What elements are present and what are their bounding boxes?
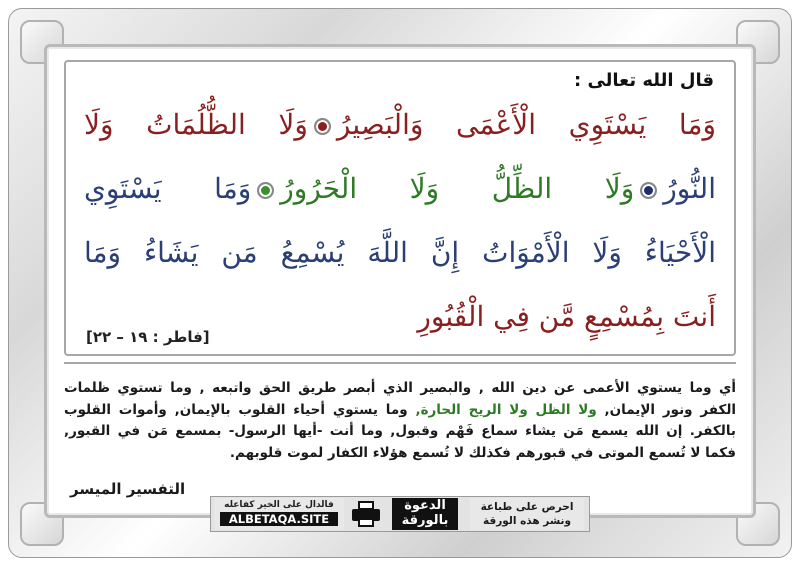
site-name[interactable]: ALBETAQA.SITE <box>220 512 338 526</box>
verse-segment: وَلَا الظِّلُّ وَلَا الْحَرُورُ <box>280 172 635 205</box>
printer-icon <box>350 500 382 528</box>
verse-intro: قال الله تعالى : <box>573 70 714 91</box>
verse-reference: [فاطر : ١٩ – ٢٢] <box>86 328 210 346</box>
site-caption: فالدال على الخير كفاعله <box>224 500 334 510</box>
separator <box>64 362 736 364</box>
verse-segment: أَنتَ بِمُسْمِعٍ مَّن فِي الْقُبُورِ <box>417 300 716 333</box>
verse-line-1 <box>84 102 716 148</box>
logo-line: بالورقة <box>401 513 449 528</box>
verse-line-4 <box>266 294 716 340</box>
verse-segment: وَمَا يَسْتَوِي <box>84 172 252 205</box>
tafsir-source: التفسير الميسر <box>70 480 186 498</box>
ayah-marker-icon <box>640 182 657 199</box>
verse-line-2 <box>84 166 716 212</box>
verse-segment: وَلَا الظُّلُمَاتُ وَلَا <box>84 108 308 141</box>
tafsir-line-1: أي وما يستوي الأعمى عن دين الله , والبصير الذي أبصر طريق الحق واتبعه , وما تستوي ظلمات <box>64 380 736 396</box>
verse-segment: وَمَا يَسْتَوِي الْأَعْمَى وَالْبَصِيرُ <box>336 108 716 141</box>
verse-line-3: الْأَحْيَاءُ وَلَا الْأَمْوَاتُ إِنَّ اللَّهَ يُسْمِعُ مَن يَشَاءُ وَمَا <box>84 236 716 269</box>
ayah-marker-icon <box>314 118 331 135</box>
verse-segment: النُّورُ <box>663 172 716 205</box>
tafsir-line-4: فكما لا تُسمع الموتى في قبورهم فكذلك لا تُسمع هؤلاء الكفار لموت قلوبهم. <box>229 444 736 461</box>
site-box[interactable] <box>214 498 344 530</box>
hint-line: احرص على طباعة <box>480 501 574 513</box>
brand-logo <box>392 498 458 530</box>
logo-line: الدعوة <box>404 498 446 513</box>
verse-box <box>64 60 736 356</box>
tafsir-line-2 <box>64 400 736 422</box>
tafsir-text <box>64 378 736 464</box>
tafsir-segment-highlight: ولا الظل ولا الريح الحارة, <box>415 401 597 418</box>
hint-line: ونشر هذه الورقة <box>483 515 571 527</box>
tafsir-segment: الكفر ونور الإيمان, <box>604 401 737 418</box>
tafsir-line-3: بالكفر. إن الله يسمع مَن يشاء سماع فَهْم وقبول, وما أنت -أيها الرسول- بمسمع مَن في القبور, <box>64 423 736 439</box>
print-hint <box>470 498 584 530</box>
tafsir-segment: وما يستوي أحياء القلوب بالإيمان, وأموات القلوب <box>64 401 408 418</box>
ayah-marker-icon <box>257 182 274 199</box>
